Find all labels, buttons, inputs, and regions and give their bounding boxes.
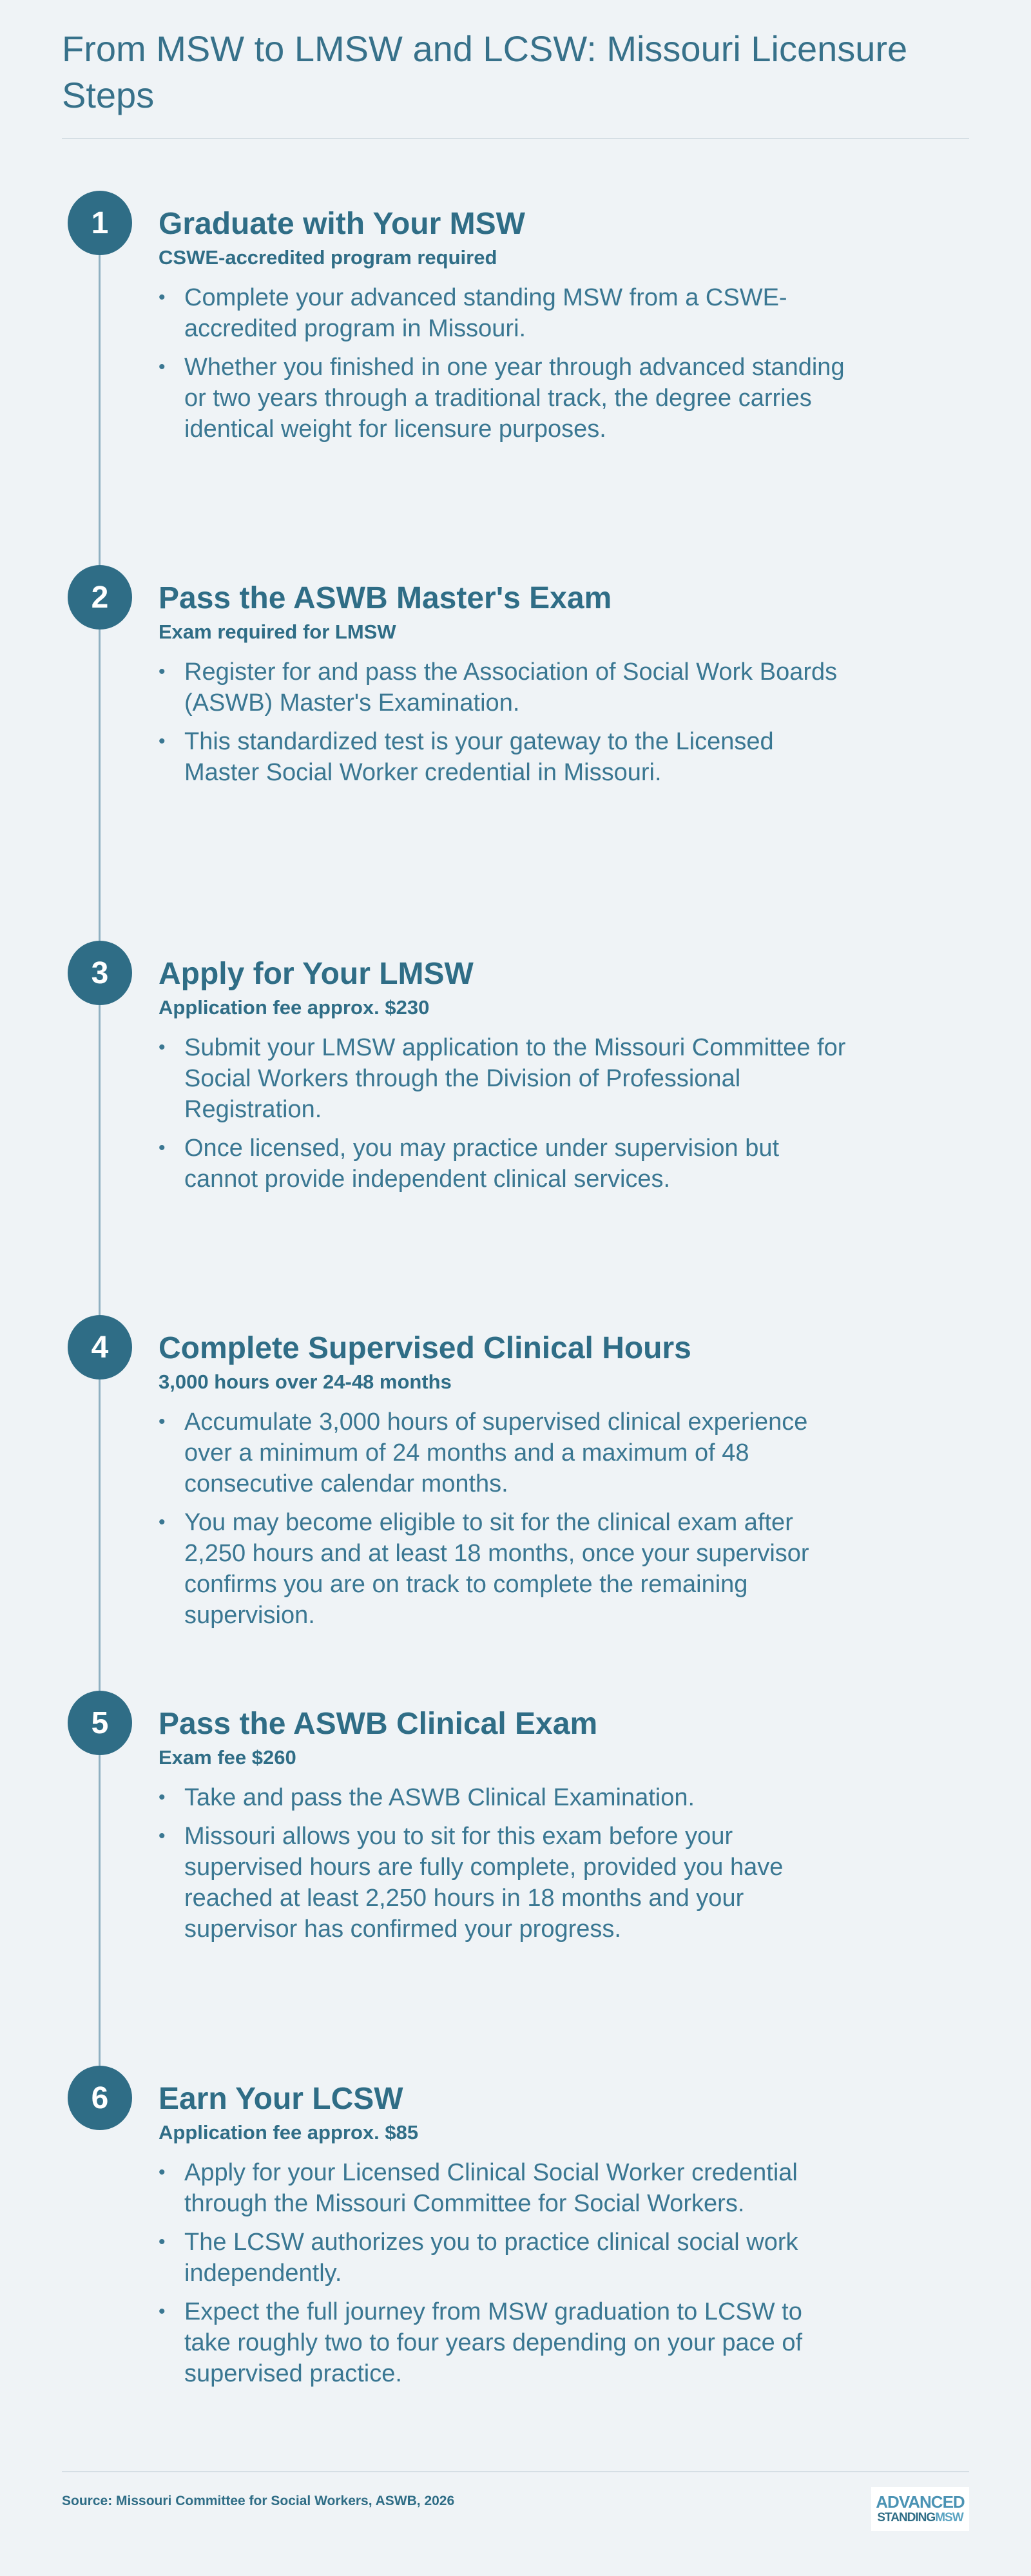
footer-divider (62, 2471, 969, 2472)
step-subtitle: Application fee approx. $85 (159, 2121, 419, 2144)
bullet-item: • This standardized test is your gateway to the Licensed Master Social Worker credential in Missouri. (159, 726, 854, 788)
step-subtitle: 3,000 hours over 24-48 months (159, 1370, 452, 1393)
bullet-item: • Complete your advanced standing MSW from a CSWE-accredited program in Missouri. (159, 282, 854, 344)
bullet-item: • Accumulate 3,000 hours of supervised clinical experience over a minimum of 24 months and a maximum of 48 consecutive calendar months. (159, 1407, 854, 1499)
logo-word-msw: MSW (935, 2511, 963, 2524)
step-title: Earn Your LCSW (159, 2082, 403, 2116)
source-note: Source: Missouri Committee for Social Workers, ASWB, 2026 (62, 2494, 455, 2508)
bullet-item: • Apply for your Licensed Clinical Social Worker credential through the Missouri Committee for Social Workers. (159, 2157, 854, 2219)
bullet-item: • Once licensed, you may practice under supervision but cannot provide independent clinical services. (159, 1133, 854, 1195)
step-bullets (159, 1407, 854, 1631)
bullet-item: • Missouri allows you to sit for this exam before your supervised hours are fully complete, provided you have reached at least 2,250 hours in 18 months and your supervisor has confirmed your progress. (159, 1821, 854, 1945)
bullet-item: • Register for and pass the Association of Social Work Boards (ASWB) Master's Examination. (159, 657, 854, 718)
step-subtitle: Exam required for LMSW (159, 620, 396, 643)
step-bullets (159, 282, 854, 445)
header-divider (62, 138, 969, 139)
bullet-item: • Submit your LMSW application to the Missouri Committee for Social Workers through the Division of Professional Registration. (159, 1032, 854, 1125)
step-title: Pass the ASWB Master's Exam (159, 581, 612, 615)
step-number-badge: 1 (68, 191, 132, 255)
step-bullets (159, 1032, 854, 1195)
logo-line-1: ADVANCED (876, 2492, 965, 2512)
bullet-item: • Take and pass the ASWB Clinical Examination. (159, 1782, 854, 1813)
logo-word-standing: STANDING (877, 2511, 936, 2524)
step-bullets (159, 657, 854, 788)
bullet-item: • Expect the full journey from MSW graduation to LCSW to take roughly two to four years depending on your pace of supervised practice. (159, 2296, 854, 2389)
step-title: Complete Supervised Clinical Hours (159, 1331, 691, 1365)
bullet-item: • Whether you finished in one year through advanced standing or two years through a traditional track, the degree carries identical weight for licensure purposes. (159, 352, 854, 445)
step-number-badge: 6 (68, 2066, 132, 2130)
step-bullets (159, 2157, 854, 2389)
timeline-line (99, 193, 101, 2117)
step-number-badge: 4 (68, 1315, 132, 1379)
step-title: Pass the ASWB Clinical Exam (159, 1707, 598, 1741)
step-title: Apply for Your LMSW (159, 957, 474, 991)
step-number-badge: 3 (68, 941, 132, 1005)
step-title: Graduate with Your MSW (159, 207, 525, 241)
advanced-standing-msw-logo (871, 2487, 969, 2531)
step-bullets (159, 1782, 854, 1945)
logo-line-2 (877, 2511, 963, 2525)
bullet-item: • You may become eligible to sit for the clinical exam after 2,250 hours and at least 18 months, once your supervisor confirms you are on track to complete the remaining supervision. (159, 1507, 854, 1631)
step-subtitle: Application fee approx. $230 (159, 996, 430, 1019)
step-number-badge: 5 (68, 1691, 132, 1755)
bullet-item: • The LCSW authorizes you to practice clinical social work independently. (159, 2227, 854, 2289)
step-subtitle: Exam fee $260 (159, 1746, 296, 1769)
step-number-badge: 2 (68, 565, 132, 630)
page-title: From MSW to LMSW and LCSW: Missouri Licensure Steps (62, 28, 908, 115)
step-subtitle: CSWE-accredited program required (159, 246, 497, 269)
